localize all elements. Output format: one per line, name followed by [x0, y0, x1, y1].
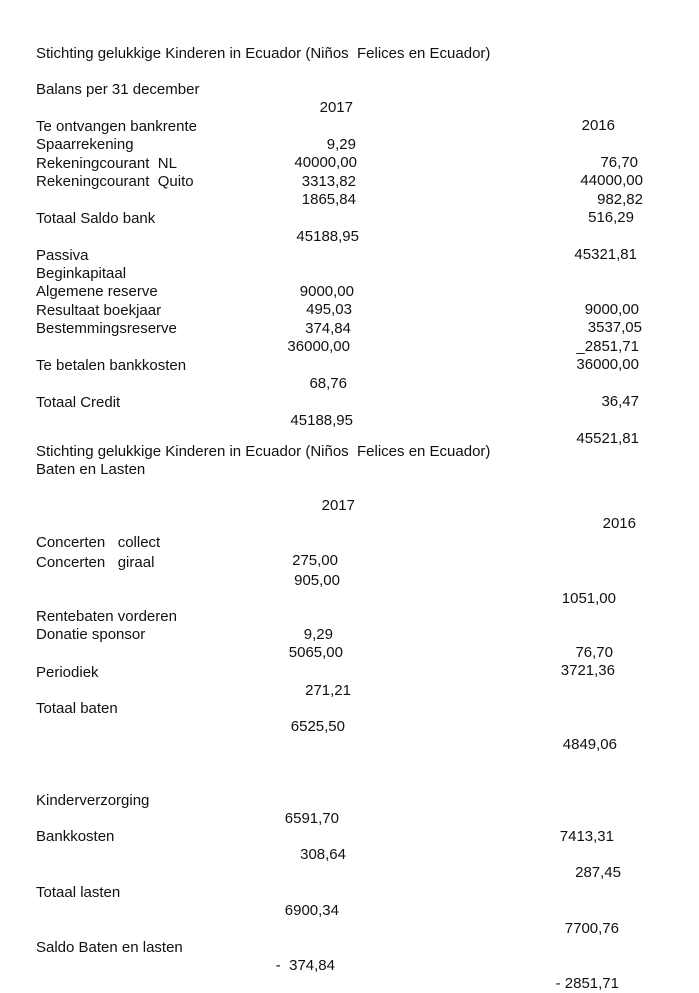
balance-date-label: Balans per 31 december [36, 81, 200, 98]
balance-sheet-title [0, 27, 699, 62]
value-2017: 374,84 [305, 320, 351, 337]
value-2017: 6591,70 [284, 810, 339, 827]
value-2017: 3313,82 [301, 173, 356, 190]
title-text: Stichting gelukkige Kinderen in Ecuador (Niños Felices en Ecuador) [36, 45, 491, 62]
row-label: Kinderverzorging [36, 792, 150, 809]
value-2017: 36000,00 [287, 338, 350, 355]
value-2016: 44000,00 [580, 172, 643, 189]
value-2016: 516,29 [588, 209, 634, 226]
row-label: Rekeningcourant NL [36, 155, 177, 172]
row-label: Bestemmingsreserve [36, 320, 177, 337]
value-2017: 6525,50 [290, 718, 345, 735]
year-2017-header: 2017 [321, 497, 355, 514]
row-label: Totaal lasten [36, 884, 121, 901]
subtitle-text: Baten en Lasten [36, 461, 146, 478]
value-2016: 45321,81 [574, 246, 637, 263]
value-2017: 495,03 [306, 301, 352, 318]
value-2017: 45188,95 [290, 412, 353, 429]
value-2016: - 2851,71 [555, 975, 619, 992]
value-2017: 308,64 [300, 846, 346, 863]
year-2017-header: 2017 [319, 99, 353, 116]
value-2017: 40000,00 [294, 154, 357, 171]
value-2017: 271,21 [305, 682, 351, 699]
row-label: Totaal baten [36, 700, 118, 717]
value-2016: 7700,76 [564, 920, 619, 937]
title-text: Stichting gelukkige Kinderen in Ecuador (Niños Felices en Ecuador) [36, 443, 491, 460]
year-2016-header: 2016 [602, 515, 636, 532]
row-label: Bankkosten [36, 828, 115, 845]
value-2017: 905,00 [294, 572, 340, 589]
row-label: Te betalen bankkosten [36, 357, 187, 374]
value-2017: 5065,00 [288, 644, 343, 661]
value-2016: 76,70 [575, 644, 613, 661]
value-2016: 3721,36 [560, 662, 615, 679]
row-label: Concerten collect [36, 534, 161, 551]
year-2016-header: 2016 [581, 117, 615, 134]
row-label: Algemene reserve [36, 283, 158, 300]
income-statement-subtitle [0, 443, 699, 478]
row-label: Rentebaten vorderen [36, 608, 177, 625]
row-label: Periodiek [36, 664, 99, 681]
row-label: Totaal Saldo bank [36, 210, 156, 227]
value-2017: 45188,95 [296, 228, 359, 245]
value-2016: 76,70 [600, 154, 638, 171]
value-2017: 9000,00 [299, 283, 354, 300]
row-label: Rekeningcourant Quito [36, 173, 194, 190]
value-2016: 45521,81 [576, 430, 639, 447]
value-2016: 1051,00 [561, 590, 616, 607]
section-heading: Passiva [36, 247, 89, 264]
value-2017: 6900,34 [284, 902, 339, 919]
value-2017: 275,00 [292, 552, 338, 569]
row-label: Te ontvangen bankrente [36, 118, 197, 135]
value-2016: 4849,06 [562, 736, 617, 753]
income-header-row [0, 479, 699, 532]
income-statement-title [0, 425, 699, 460]
row-label: Donatie sponsor [36, 626, 146, 643]
row-label: Concerten giraal [36, 554, 155, 571]
row-label: Spaarrekening [36, 136, 134, 153]
total-income-row [0, 682, 699, 753]
value-2016: 287,45 [575, 864, 621, 881]
value-2017: 9,29 [326, 136, 356, 153]
value-2017: 9,29 [303, 626, 333, 643]
row-label: Totaal Credit [36, 394, 121, 411]
value-2017: 1865,84 [301, 191, 356, 208]
value-2016: 982,82 [597, 191, 643, 208]
value-2016: 3537,05 [587, 319, 642, 336]
value-2016: 36,47 [601, 393, 639, 410]
row-label: Resultaat boekjaar [36, 302, 162, 319]
value-2016: 9000,00 [584, 301, 639, 318]
total-expenses-row [0, 866, 699, 937]
value-2017: - 374,84 [275, 957, 335, 974]
value-2016: 36000,00 [576, 356, 639, 373]
value-2016: _2851,71 [576, 338, 639, 355]
net-balance-row [0, 921, 699, 992]
value-2016: 7413,31 [559, 828, 614, 845]
row-label: Beginkapitaal [36, 265, 127, 282]
row-label: Saldo Baten en lasten [36, 939, 183, 956]
value-2017: 68,76 [309, 375, 347, 392]
